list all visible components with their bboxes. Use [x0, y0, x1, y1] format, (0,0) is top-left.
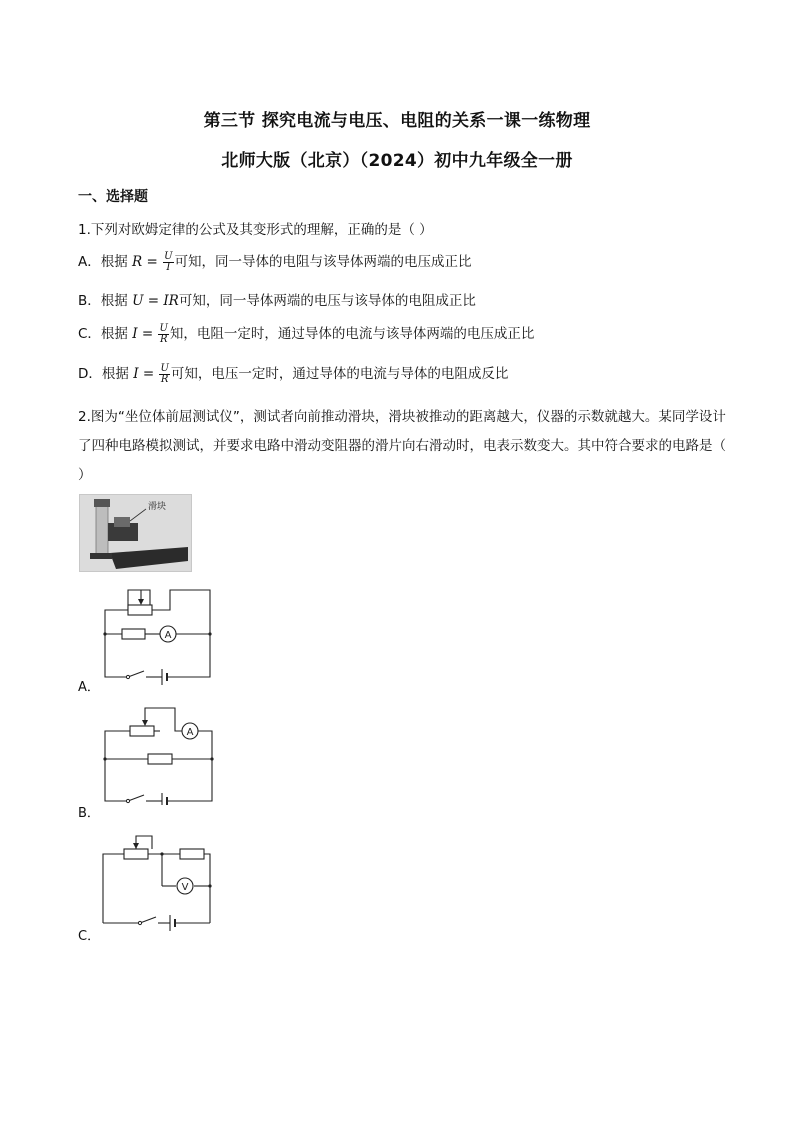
- option-c-denominator: R: [159, 333, 168, 345]
- tester-photo: [79, 494, 192, 572]
- page-subtitle: 北师大版（北京）（2024）初中九年级全一册: [221, 151, 573, 171]
- circuit-c-rheostat: [124, 849, 148, 859]
- question-1-stem: 1.下列对欧姆定律的公式及其变形式的理解，正确的是（ ）: [78, 222, 433, 238]
- option-a-fraction: [163, 252, 173, 273]
- circuit-b-diagram: [100, 705, 220, 805]
- circuit-a-rheostat: [128, 605, 152, 615]
- option-d-text: 可知，电压一定时，通过导体的电流与导体的电阻成反比: [170, 366, 509, 382]
- option-a-text: 可知，同一导体的电阻与该导体两端的电压成正比: [174, 254, 472, 270]
- option-a-marker: A．: [78, 680, 100, 695]
- circuit-a-diagram: [100, 585, 215, 685]
- option-b-formula: U = IR: [132, 293, 179, 309]
- question-1-option-c: C．根据 I = $\frac{U}{R}$ 知，电阻一定时，通过导体的电流与该导体两端的电压成正比: [78, 322, 535, 345]
- option-a-denominator: I: [166, 261, 171, 273]
- section-heading: 一、选择题: [78, 189, 148, 205]
- option-a-label: A．根据: [78, 254, 128, 270]
- option-d-numerator: U: [160, 362, 169, 374]
- option-c-numerator: U: [159, 322, 168, 334]
- option-c-marker: C．: [78, 929, 101, 944]
- option-c-label: C．根据: [78, 326, 128, 342]
- circuit-c-diagram: [100, 833, 220, 933]
- slider-label: 滑块: [148, 502, 167, 512]
- option-d-denominator: R: [160, 373, 169, 385]
- circuit-c-meter-label: V: [181, 882, 189, 893]
- option-d-label: D．根据: [78, 366, 129, 382]
- circuit-b-rheostat: [130, 726, 154, 736]
- question-1-option-a: A．根据 R = $\frac{U}{I}$ 可知，同一导体的电阻与该导体两端的电压成正比: [78, 250, 472, 273]
- option-d-lhs: I: [133, 366, 139, 382]
- option-b-marker: B．: [78, 806, 100, 821]
- option-a-lhs: R: [132, 254, 143, 270]
- circuit-a-resistor: [122, 629, 145, 639]
- option-d-fraction: [159, 364, 169, 385]
- option-c-lhs: I: [132, 326, 138, 342]
- option-b-text: 可知，同一导体两端的电压与该导体的电阻成正比: [178, 293, 476, 309]
- option-c-text: 知，电阻一定时，通过导体的电流与该导体两端的电压成正比: [169, 326, 535, 342]
- page-title: 第三节 探究电流与电压、电阻的关系一课一练物理: [203, 111, 591, 131]
- question-2-stem: 2.图为“坐位体前屈测试仪”，测试者向前推动滑块，滑块被推动的距离越大，仪器的示数就越大。某同学设计了四种电路模拟测试，并要求电路中滑动变阻器的滑片向右滑动时，电表示数变大。其中符合要求的电路是（ ）: [78, 409, 726, 483]
- circuit-c-resistor: [180, 849, 204, 859]
- question-1-option-d: D．根据 I = $\frac{U}{R}$ 可知，电压一定时，通过导体的电流与导体的电阻成反比: [78, 362, 509, 385]
- circuit-a-meter-label: A: [164, 630, 172, 641]
- circuit-b-resistor: [148, 754, 172, 764]
- question-1-option-b: [78, 289, 476, 309]
- tester-illustration: [80, 495, 191, 571]
- circuit-b-meter-label: A: [186, 727, 194, 738]
- option-c-fraction: [158, 324, 168, 345]
- option-b-label: B．根据: [78, 293, 128, 309]
- option-a-numerator: U: [164, 250, 173, 262]
